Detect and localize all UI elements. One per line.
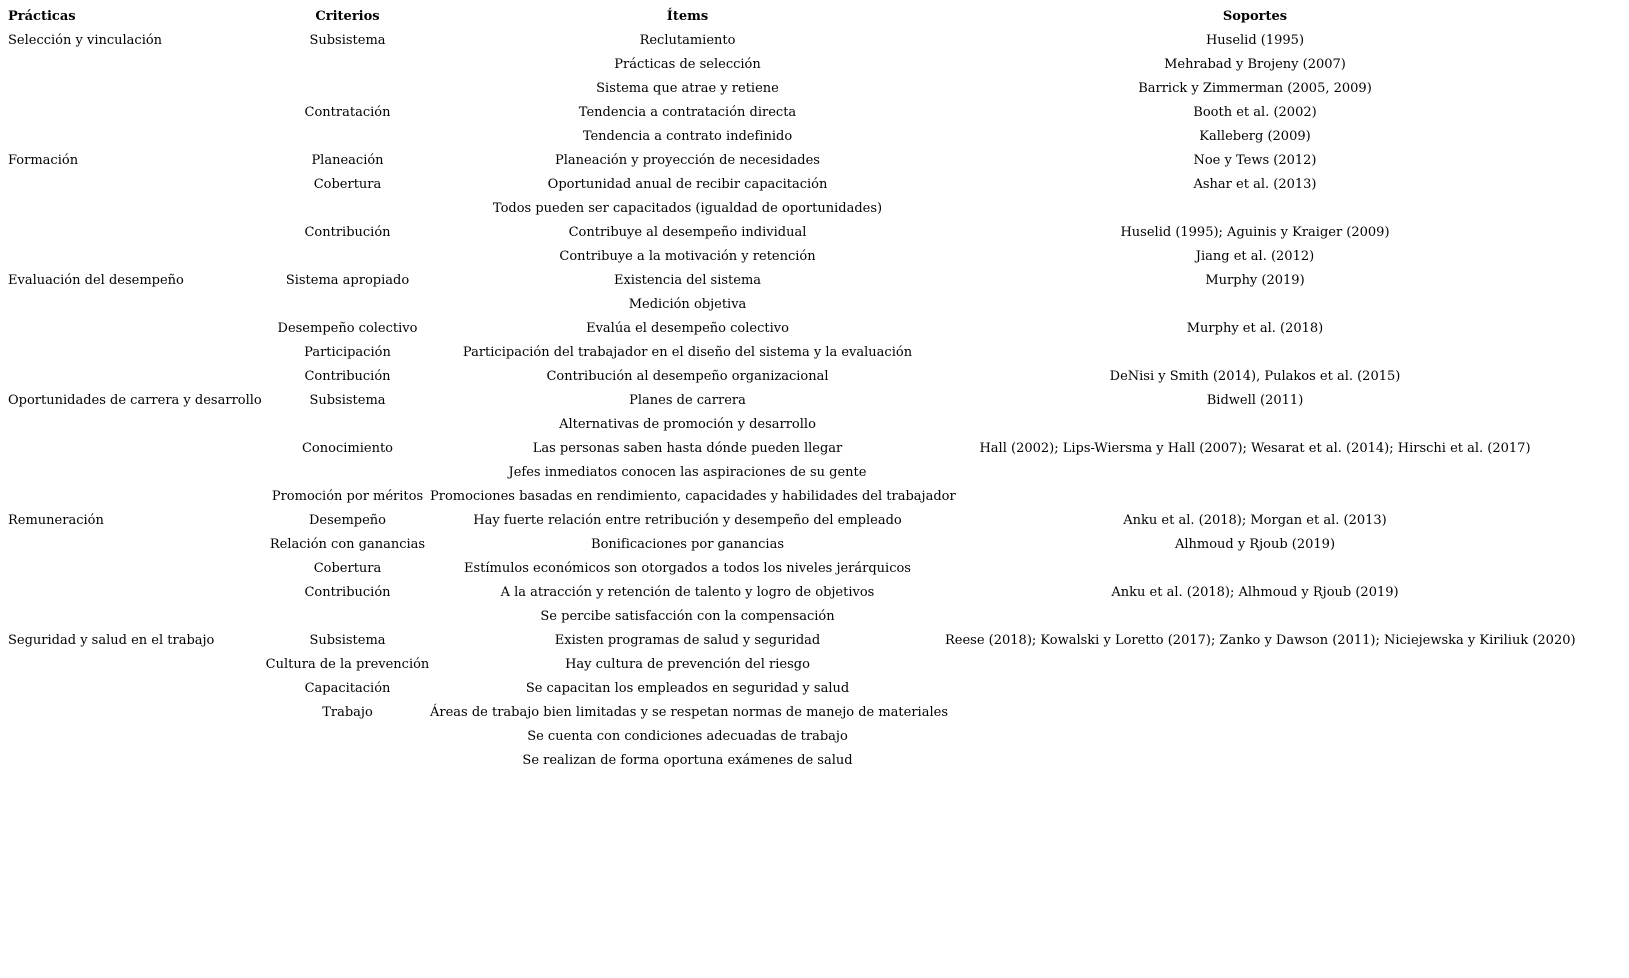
table-row — [0, 101, 1565, 125]
cell-criterio: Cobertura — [313, 561, 382, 576]
cell-practica: Seguridad y salud en el trabajo — [8, 633, 215, 648]
cell-soporte — [945, 341, 1565, 365]
cell-item: Las personas saben hasta dónde pueden llegar — [532, 441, 843, 456]
table-row — [0, 509, 1565, 533]
cell-criterio: Conocimiento — [301, 441, 393, 456]
cell-item: Contribuye al desempeño individual — [568, 225, 807, 240]
cell-soporte: Murphy et al. (2018) — [1186, 321, 1324, 336]
cell-soporte: Alhmoud y Rjoub (2019) — [1174, 537, 1336, 552]
cell-soporte — [945, 197, 1565, 221]
cell-soporte: Booth et al. (2002) — [1193, 105, 1317, 120]
cell-soporte: Huselid (1995); Aguinis y Kraiger (2009) — [1120, 225, 1390, 240]
cell-criterio — [265, 413, 430, 437]
table-row — [0, 197, 1565, 221]
cell-criterio — [265, 53, 430, 77]
cell-practica — [0, 101, 265, 125]
cell-criterio — [265, 725, 430, 749]
cell-practica — [0, 53, 265, 77]
cell-criterio: Contribución — [304, 585, 391, 600]
table-row — [0, 173, 1565, 197]
cell-soporte — [945, 293, 1565, 317]
table-row — [0, 245, 1565, 269]
table-row — [0, 653, 1565, 677]
cell-practica — [0, 437, 265, 461]
cell-practica — [0, 365, 265, 389]
cell-criterio: Subsistema — [309, 633, 386, 648]
cell-item: Tendencia a contrato indefinido — [582, 129, 793, 144]
table-row — [0, 461, 1565, 485]
table-row — [0, 29, 1565, 53]
cell-practica: Selección y vinculación — [8, 33, 163, 48]
cell-criterio — [265, 293, 430, 317]
cell-practica — [0, 533, 265, 557]
cell-criterio: Planeación — [311, 153, 384, 168]
cell-practica — [0, 749, 265, 773]
cell-item: Se capacitan los empleados en seguridad y salud — [525, 681, 850, 696]
cell-criterio: Relación con ganancias — [269, 537, 426, 552]
cell-soporte — [945, 605, 1565, 629]
table-row — [0, 749, 1565, 773]
cell-practica — [0, 461, 265, 485]
table-row — [0, 149, 1565, 173]
table-row — [0, 341, 1565, 365]
table-row — [0, 605, 1565, 629]
cell-practica — [0, 701, 265, 725]
column-header-items: Ítems — [666, 9, 709, 24]
cell-practica: Oportunidades de carrera y desarrollo — [8, 393, 262, 408]
table-body — [0, 29, 1576, 773]
cell-item: Oportunidad anual de recibir capacitación — [547, 177, 828, 192]
cell-criterio — [265, 461, 430, 485]
table-row — [0, 629, 1565, 653]
cell-practica — [0, 605, 265, 629]
table-row — [0, 437, 1565, 461]
cell-soporte — [945, 725, 1565, 749]
cell-practica — [0, 77, 265, 101]
cell-soporte: Ashar et al. (2013) — [1193, 177, 1317, 192]
table-row — [0, 221, 1565, 245]
table-row — [0, 365, 1565, 389]
cell-item: Reclutamiento — [639, 33, 736, 48]
header-row — [0, 5, 1565, 29]
table-row — [0, 125, 1565, 149]
table-row — [0, 53, 1565, 77]
cell-item: Promociones basadas en rendimiento, capacidades y habilidades del trabajador — [430, 489, 956, 504]
table-row — [0, 533, 1565, 557]
cell-practica — [0, 245, 265, 269]
cell-item: Todos pueden ser capacitados (igualdad de oportunidades) — [492, 201, 883, 216]
cell-soporte: Huselid (1995) — [1205, 33, 1305, 48]
cell-soporte — [945, 461, 1565, 485]
cell-item: Sistema que atrae y retiene — [596, 81, 779, 96]
cell-item: Se realizan de forma oportuna exámenes de salud — [522, 753, 853, 768]
table-row — [0, 317, 1565, 341]
cell-soporte — [945, 653, 1565, 677]
cell-item: Se cuenta con condiciones adecuadas de trabajo — [527, 729, 848, 744]
cell-practica: Formación — [8, 153, 79, 168]
cell-item: Se percibe satisfacción con la compensación — [540, 609, 835, 624]
cell-criterio: Subsistema — [309, 393, 386, 408]
cell-criterio: Desempeño colectivo — [277, 321, 418, 336]
column-header-practicas: Prácticas — [8, 9, 76, 24]
cell-criterio: Desempeño — [308, 513, 387, 528]
cell-practica — [0, 341, 265, 365]
table-row — [0, 581, 1565, 605]
cell-soporte: Bidwell (2011) — [1206, 393, 1304, 408]
cell-item: Áreas de trabajo bien limitadas y se respetan normas de manejo de materiales — [430, 705, 948, 720]
cell-practica — [0, 725, 265, 749]
cell-item: Jefes inmediatos conocen las aspiraciones de su gente — [508, 465, 867, 480]
cell-item: Evalúa el desempeño colectivo — [586, 321, 789, 336]
cell-criterio: Contribución — [304, 225, 391, 240]
cell-item: Planes de carrera — [629, 393, 746, 408]
cell-soporte — [945, 677, 1565, 701]
cell-item: Participación del trabajador en el diseño del sistema y la evaluación — [462, 345, 913, 360]
cell-item: Prácticas de selección — [614, 57, 761, 72]
cell-practica — [0, 677, 265, 701]
cell-item: Bonificaciones por ganancias — [591, 537, 784, 552]
table-row — [0, 269, 1565, 293]
cell-criterio: Cultura de la prevención — [265, 657, 430, 672]
cell-soporte: Kalleberg (2009) — [1199, 129, 1311, 144]
cell-practica — [0, 173, 265, 197]
cell-criterio: Participación — [304, 345, 391, 360]
cell-item: Existen programas de salud y seguridad — [554, 633, 821, 648]
cell-item: Estímulos económicos son otorgados a todos los niveles jerárquicos — [464, 561, 911, 576]
cell-soporte: Barrick y Zimmerman (2005, 2009) — [1138, 81, 1372, 96]
table-row — [0, 413, 1565, 437]
cell-soporte — [945, 413, 1565, 437]
table-row — [0, 701, 1565, 725]
table-row — [0, 677, 1565, 701]
cell-item: Contribución al desempeño organizacional — [546, 369, 829, 384]
cell-soporte: Noe y Tews (2012) — [1193, 153, 1317, 168]
cell-practica — [0, 581, 265, 605]
table-row — [0, 485, 1565, 509]
cell-practica — [0, 413, 265, 437]
table-row — [0, 389, 1565, 413]
cell-soporte: Hall (2002); Lips-Wiersma y Hall (2007); Wesarat et al. (2014); Hirschi et al. (2017) — [979, 441, 1531, 456]
hr-practices-table — [0, 5, 1576, 773]
cell-criterio: Sistema apropiado — [285, 273, 410, 288]
cell-item: Contribuye a la motivación y retención — [559, 249, 816, 264]
cell-criterio — [265, 125, 430, 149]
cell-practica: Evaluación del desempeño — [8, 273, 184, 288]
cell-criterio: Promoción por méritos — [271, 489, 424, 504]
cell-practica — [0, 485, 265, 509]
cell-item: Hay cultura de prevención del riesgo — [565, 657, 810, 672]
column-header-criterios: Criterios — [315, 9, 380, 24]
cell-soporte: Anku et al. (2018); Morgan et al. (2013) — [1123, 513, 1387, 528]
cell-soporte — [945, 557, 1565, 581]
column-header-soportes: Soportes — [1222, 9, 1288, 24]
cell-soporte: Reese (2018); Kowalski y Loretto (2017); Zanko y Dawson (2011); Niciejewska y Kiriliuk (2020) — [945, 633, 1576, 648]
cell-criterio — [265, 245, 430, 269]
cell-soporte — [945, 701, 1565, 725]
cell-item: Tendencia a contratación directa — [578, 105, 797, 120]
cell-soporte: Murphy (2019) — [1205, 273, 1305, 288]
cell-item: A la atracción y retención de talento y logro de objetivos — [500, 585, 875, 600]
cell-soporte: Jiang et al. (2012) — [1195, 249, 1315, 264]
table-row — [0, 725, 1565, 749]
cell-criterio — [265, 605, 430, 629]
cell-criterio — [265, 749, 430, 773]
cell-criterio: Trabajo — [322, 705, 373, 720]
cell-soporte: DeNisi y Smith (2014), Pulakos et al. (2015) — [1109, 369, 1401, 384]
cell-practica — [0, 653, 265, 677]
cell-practica — [0, 125, 265, 149]
cell-practica — [0, 221, 265, 245]
cell-criterio: Capacitación — [304, 681, 391, 696]
cell-item: Alternativas de promoción y desarrollo — [559, 417, 816, 432]
table-row — [0, 557, 1565, 581]
cell-criterio: Subsistema — [309, 33, 386, 48]
cell-item: Planeación y proyección de necesidades — [555, 153, 820, 168]
cell-criterio — [265, 197, 430, 221]
cell-item: Hay fuerte relación entre retribución y desempeño del empleado — [473, 513, 902, 528]
cell-criterio: Cobertura — [313, 177, 382, 192]
cell-criterio: Contribución — [304, 369, 391, 384]
cell-practica — [0, 197, 265, 221]
cell-soporte: Mehrabad y Brojeny (2007) — [1164, 57, 1346, 72]
table-row — [0, 293, 1565, 317]
cell-soporte — [945, 485, 1565, 509]
cell-item: Existencia del sistema — [613, 273, 762, 288]
cell-practica: Remuneración — [8, 513, 104, 528]
table-row — [0, 77, 1565, 101]
cell-soporte: Anku et al. (2018); Alhmoud y Rjoub (2019) — [1111, 585, 1399, 600]
cell-practica — [0, 557, 265, 581]
cell-criterio — [265, 77, 430, 101]
cell-practica — [0, 317, 265, 341]
cell-soporte — [945, 749, 1565, 773]
cell-practica — [0, 293, 265, 317]
cell-item: Medición objetiva — [628, 297, 747, 312]
cell-criterio: Contratación — [304, 105, 391, 120]
